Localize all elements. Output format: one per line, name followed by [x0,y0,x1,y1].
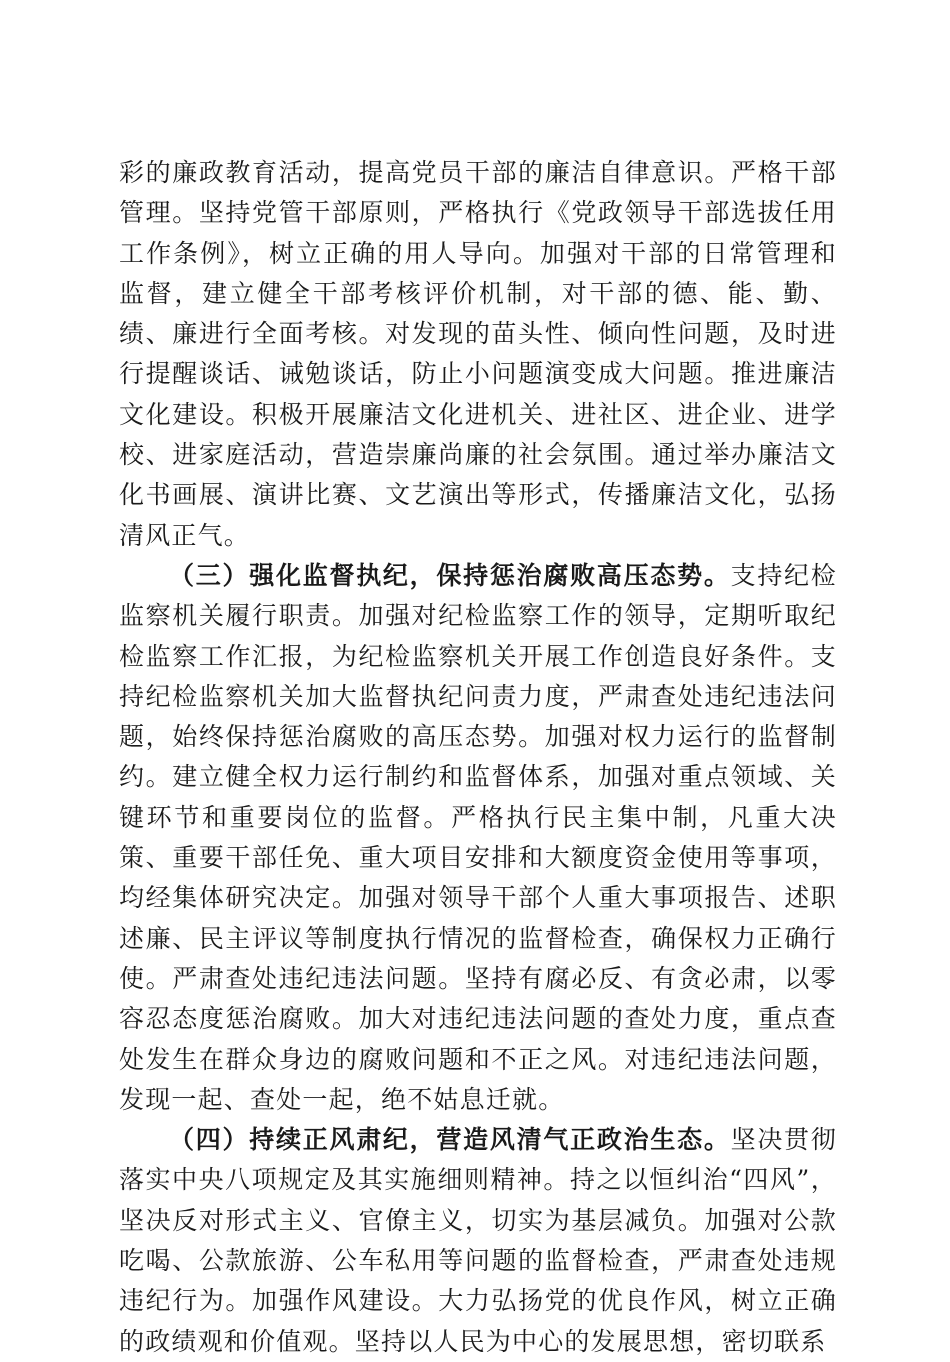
paragraph-text: 坚决贯彻落实中央八项规定及其实施细则精神。持之以恒纠治“四风”，坚决反对形式主义、官僚主义，切实为基层减负。加强对公款吃喝、公款旅游、公车私用等问题的监督检查，严肃查处违规违纪行为。加强作风建设。大力弘扬党的优良作风，树立正确的政绩观和价值观。坚持以人民为中心的发展思想，密切联系 [119,1125,838,1356]
document-page [119,153,837,1362]
section-heading-four: （四）持续正风肃纪，营造风清气正政治生态。 [169,1125,731,1155]
paragraph-text: 彩的廉政教育活动，提高党员干部的廉洁自律意识。严格干部管理。坚持党管干部原则，严格执行《党政领导干部选拔任用工作条例》，树立正确的用人导向。加强对干部的日常管理和监督，建立健全干部考核评价机制，对干部的德、能、勤、绩、廉进行全面考核。对发现的苗头性、倾向性问题，及时进行提醒谈话、诫勉谈话，防止小问题演变成大问题。推进廉洁文化建设。积极开展廉洁文化进机关、进社区、进企业、进学校、进家庭活动，营造崇廉尚廉的社会氛围。通过举办廉洁文化书画展、演讲比赛、文艺演出等形式，传播廉洁文化，弘扬清风正气。 [119,158,837,550]
section-paragraph-four [119,1120,837,1362]
body-paragraph [119,153,837,556]
section-paragraph-three [119,556,837,1120]
paragraph-text: 支持纪检监察机关履行职责。加强对纪检监察工作的领导，定期听取纪检监察工作汇报，为纪检监察机关开展工作创造良好条件。支持纪检监察机关加大监督执纪问责力度，严肃查处违纪违法问题，始终保持惩治腐败的高压态势。加强对权力运行的监督制约。建立健全权力运行制约和监督体系，加强对重点领域、关键环节和重要岗位的监督。严格执行民主集中制，凡重大决策、重要干部任免、重大项目安排和大额度资金使用等事项，均经集体研究决定。加强对领导干部个人重大事项报告、述职述廉、民主评议等制度执行情况的监督检查，确保权力正确行使。严肃查处违纪违法问题。坚持有腐必反、有贪必肃，以零容忍态度惩治腐败。加大对违纪违法问题的查处力度，重点查处发生在群众身边的腐败问题和不正之风。对违纪违法问题，发现一起、查处一起，绝不姑息迁就。 [119,560,838,1114]
section-heading-three: （三）强化监督执纪，保持惩治腐败高压态势。 [169,560,731,590]
